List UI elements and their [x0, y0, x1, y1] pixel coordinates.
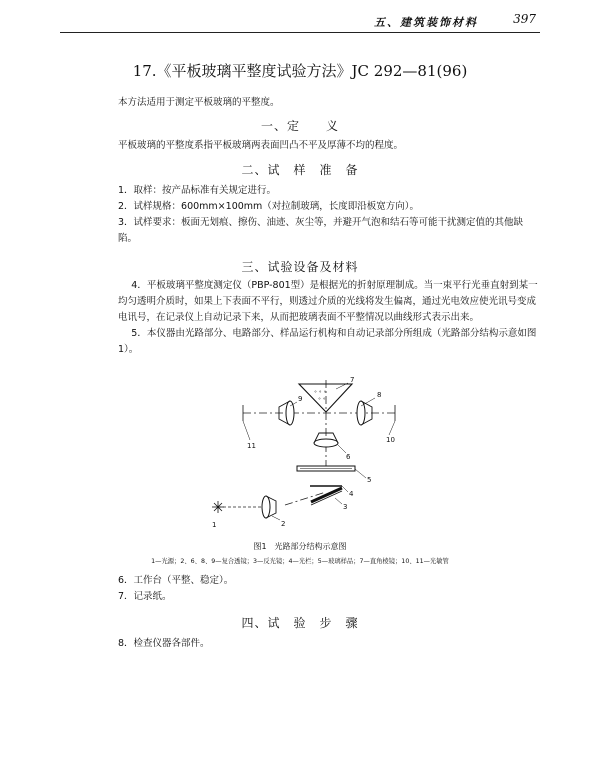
procedure-item: 8．检查仪器各部件。 — [118, 638, 210, 649]
section-heading-equipment: 三、试验设备及材料 — [241, 260, 359, 274]
mirror-3 — [311, 488, 342, 505]
equipment-items-bottom — [118, 573, 538, 605]
section-heading-sample-preparation: 二、试 样 准 备 — [241, 163, 359, 177]
figure-label-3: 3 — [343, 503, 348, 511]
lens-8 — [357, 401, 372, 425]
sample-item: 3．试样要求：板面无划痕、擦伤、油迹、灰尘等，并避开气泡和结石等可能干扰测定值的其他缺陷。 — [118, 217, 524, 244]
intro-paragraph: 本方法适用于测定平板玻璃的平整度。 — [118, 97, 280, 108]
figure-label-6: 6 — [346, 453, 351, 461]
figure-legend: 1—光源；2、6、8、9—复合透镜；3—反光镜；4—光栏；5—玻璃样品；7—直角棱镜；10、11—光敏管 — [151, 558, 449, 565]
optical-path-lines — [218, 380, 395, 507]
figure-label-2: 2 — [281, 520, 286, 528]
section-heading-procedure: 四、试 验 步 骤 — [241, 616, 359, 630]
equipment-item: 4．平板玻璃平整度测定仪（PBP-801型）是根据光的折射原理制成。当一束平行光垂直射到某一均匀透明介质时，如果上下表面不平行，则透过介质的光线将发生偏离，通过光电效应使光讯号变成电讯号，在记录仪上自动记录下来，从而把玻璃表面不平整情况以曲线形式表示出来。 — [118, 280, 538, 323]
equipment-item: 6．工作台（平整、稳定）。 — [118, 575, 234, 586]
svg-text:∘ ∘ ∘: ∘ ∘ ∘ — [314, 389, 327, 395]
procedure-items — [118, 636, 538, 652]
section-heading-definition: 一、定 义 — [260, 119, 339, 133]
running-header-section: 五、建筑装饰材料 — [374, 16, 478, 29]
document-title: 17.《平板玻璃平整度试验方法》JC 292—81(96) — [132, 62, 468, 80]
figure-label-7: 7 — [350, 376, 355, 384]
glass-sample-5 — [297, 466, 355, 471]
page-number: 397 — [513, 12, 536, 26]
equipment-item: 7．记录纸。 — [118, 591, 172, 602]
figure-label-1: 1 — [212, 521, 217, 529]
figure-caption: 图1 光路部分结构示意图 — [253, 542, 347, 551]
equipment-item: 5．本仪器由光路部分、电路部分、样品运行机构和自动记录部分所组成（光路部分结构示意如图1）。 — [118, 328, 537, 355]
right-angle-prism — [299, 384, 352, 412]
figure-label-5: 5 — [367, 476, 372, 484]
sample-item: 2．试样规格：600mm×100mm（对拉制玻璃，长度即沿板宽方向）。 — [118, 201, 420, 212]
definition-paragraph: 平板玻璃的平整度系指平板玻璃两表面凹凸不平及厚薄不均的程度。 — [118, 140, 404, 151]
svg-text:∘ ∘: ∘ ∘ — [318, 396, 326, 402]
figure-label-11: 11 — [247, 442, 256, 450]
figure-label-10: 10 — [386, 436, 395, 444]
lens-2 — [262, 496, 276, 518]
light-source-1 — [212, 501, 224, 513]
figure-label-8: 8 — [377, 391, 382, 399]
figure-label-9: 9 — [298, 395, 303, 403]
sample-item: 1．取样：按产品标准有关规定进行。 — [118, 185, 277, 196]
figure-label-4: 4 — [349, 490, 354, 498]
